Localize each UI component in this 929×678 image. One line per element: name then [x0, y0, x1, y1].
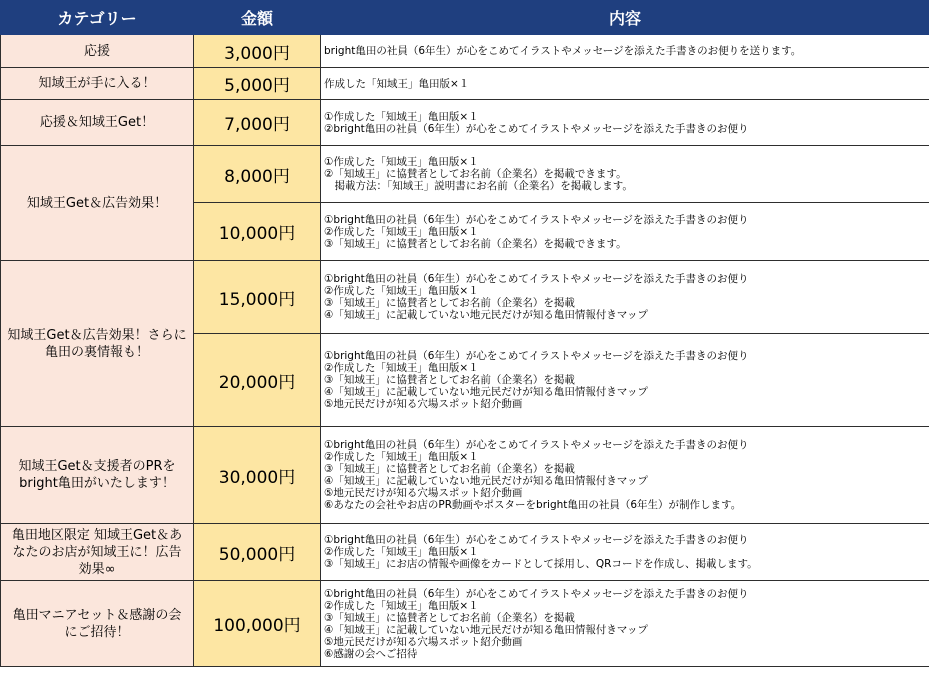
table-row [1, 100, 929, 146]
content-line: 掲載方法：「知域王」説明書にお名前（企業名）を掲載します。 [324, 180, 633, 192]
content-line: 作成した「知域王」亀田版×１ [324, 77, 470, 90]
content-line: ②bright亀田の社員（6年生）が心をこめてイラストやメッセージを添えた手書きのお便り [324, 122, 749, 135]
amount-cell: 7,000円 [194, 100, 321, 146]
amount-cell: 10,000円 [194, 203, 321, 261]
header-row [1, 1, 929, 35]
table-row [1, 581, 929, 667]
amount-cell: 5,000円 [194, 68, 321, 100]
content-line: ①bright亀田の社員（6年生）が心をこめてイラストやメッセージを添えた手書きのお便り [324, 350, 749, 362]
table-row [1, 524, 929, 581]
content-line: ③「知域王」に協賛者としてお名前（企業名）を掲載 [324, 611, 575, 624]
content-line: ②作成した「知域王」亀田版×１ [324, 362, 479, 374]
content-line: ③「知域王」にお店の情報や画像をカードとして採用し、QRコードを作成し、掲載します。 [324, 558, 758, 570]
category-cell: 知域王Get＆支援者のPRをbright亀田がいたします！ [1, 427, 194, 524]
amount-cell: 50,000円 [194, 524, 321, 581]
table-row [1, 427, 929, 524]
category-cell: 知域王Get＆広告効果！ [1, 146, 194, 261]
content-line: ④「知域王」に記載していない地元民だけが知る亀田情報付きマップ [324, 386, 648, 398]
table-row [1, 146, 929, 203]
header-amount: 金額 [194, 1, 321, 35]
header-category: カテゴリー [1, 1, 194, 35]
category-cell: 亀田地区限定 知域王Get＆あなたのお店が知域王に！広告効果∞ [1, 524, 194, 581]
content-line: ②作成した「知域王」亀田版×１ [324, 225, 479, 238]
content-cell [321, 68, 929, 100]
content-line: ①作成した「知域王」亀田版×１ [324, 110, 479, 123]
content-line: ③「知域王」に協賛者としてお名前（企業名）を掲載 [324, 463, 575, 475]
content-line: bright亀田の社員（6年生）が心をこめてイラストやメッセージを添えた手書きのお便りを送ります。 [324, 45, 802, 57]
content-line: ②作成した「知域王」亀田版×１ [324, 599, 479, 612]
content-cell [321, 35, 929, 68]
table-row [1, 261, 929, 334]
amount-cell: 100,000円 [194, 581, 321, 667]
amount-cell: 15,000円 [194, 261, 321, 334]
content-cell [321, 427, 929, 524]
header-content: 内容 [321, 1, 929, 35]
content-line: ②作成した「知域王」亀田版×１ [324, 546, 479, 558]
content-line: ⑤地元民だけが知る穴場スポット紹介動画 [324, 635, 523, 648]
amount-cell: 20,000円 [194, 334, 321, 427]
content-cell [321, 261, 929, 334]
content-line: ②作成した「知域王」亀田版×１ [324, 451, 479, 463]
category-cell: 応援 [1, 35, 194, 68]
content-cell [321, 100, 929, 146]
amount-cell: 3,000円 [194, 35, 321, 68]
content-line: ④「知域王」に記載していない地元民だけが知る亀田情報付きマップ [324, 623, 648, 636]
content-cell [321, 581, 929, 667]
amount-cell: 8,000円 [194, 146, 321, 203]
content-line: ③「知域王」に協賛者としてお名前（企業名）を掲載 [324, 374, 575, 386]
content-line: ④「知域王」に記載していない地元民だけが知る亀田情報付きマップ [324, 475, 648, 487]
category-cell: 知域王Get＆広告効果！さらに亀田の裏情報も！ [1, 261, 194, 427]
content-line: ③「知域王」に協賛者としてお名前（企業名）を掲載できます。 [324, 237, 627, 250]
content-line: ②「知域王」に協賛者としてお名前（企業名）を掲載できます。 [324, 168, 627, 180]
content-line: ①作成した「知域王」亀田版×１ [324, 156, 479, 168]
table-row [1, 35, 929, 68]
category-cell: 亀田マニアセット＆感謝の会にご招待！ [1, 581, 194, 667]
table-row [1, 68, 929, 100]
content-line: ⑤地元民だけが知る穴場スポット紹介動画 [324, 487, 523, 499]
category-cell: 応援＆知域王Get！ [1, 100, 194, 146]
content-line: ⑤地元民だけが知る穴場スポット紹介動画 [324, 398, 523, 410]
content-line: ④「知域王」に記載していない地元民だけが知る亀田情報付きマップ [324, 309, 648, 321]
content-line: ⑥あなたの会社やお店のPR動画やポスターをbright亀田の社員（6年生）が制作します。 [324, 499, 742, 511]
content-line: ⑥感謝の会へご招待 [324, 647, 418, 660]
content-line: ③「知域王」に協賛者としてお名前（企業名）を掲載 [324, 297, 575, 309]
category-cell: 知域王が手に入る！ [1, 68, 194, 100]
content-line: ①bright亀田の社員（6年生）が心をこめてイラストやメッセージを添えた手書きのお便り [324, 273, 749, 285]
content-line: ①bright亀田の社員（6年生）が心をこめてイラストやメッセージを添えた手書きのお便り [324, 534, 749, 546]
content-line: ②作成した「知域王」亀田版×１ [324, 285, 479, 297]
content-cell [321, 146, 929, 203]
content-line: ①bright亀田の社員（6年生）が心をこめてイラストやメッセージを添えた手書きのお便り [324, 587, 749, 600]
content-line: ①bright亀田の社員（6年生）が心をこめてイラストやメッセージを添えた手書きのお便り [324, 213, 749, 226]
content-line: ①bright亀田の社員（6年生）が心をこめてイラストやメッセージを添えた手書きのお便り [324, 439, 749, 451]
amount-cell: 30,000円 [194, 427, 321, 524]
content-cell [321, 524, 929, 581]
content-cell [321, 203, 929, 261]
content-cell [321, 334, 929, 427]
